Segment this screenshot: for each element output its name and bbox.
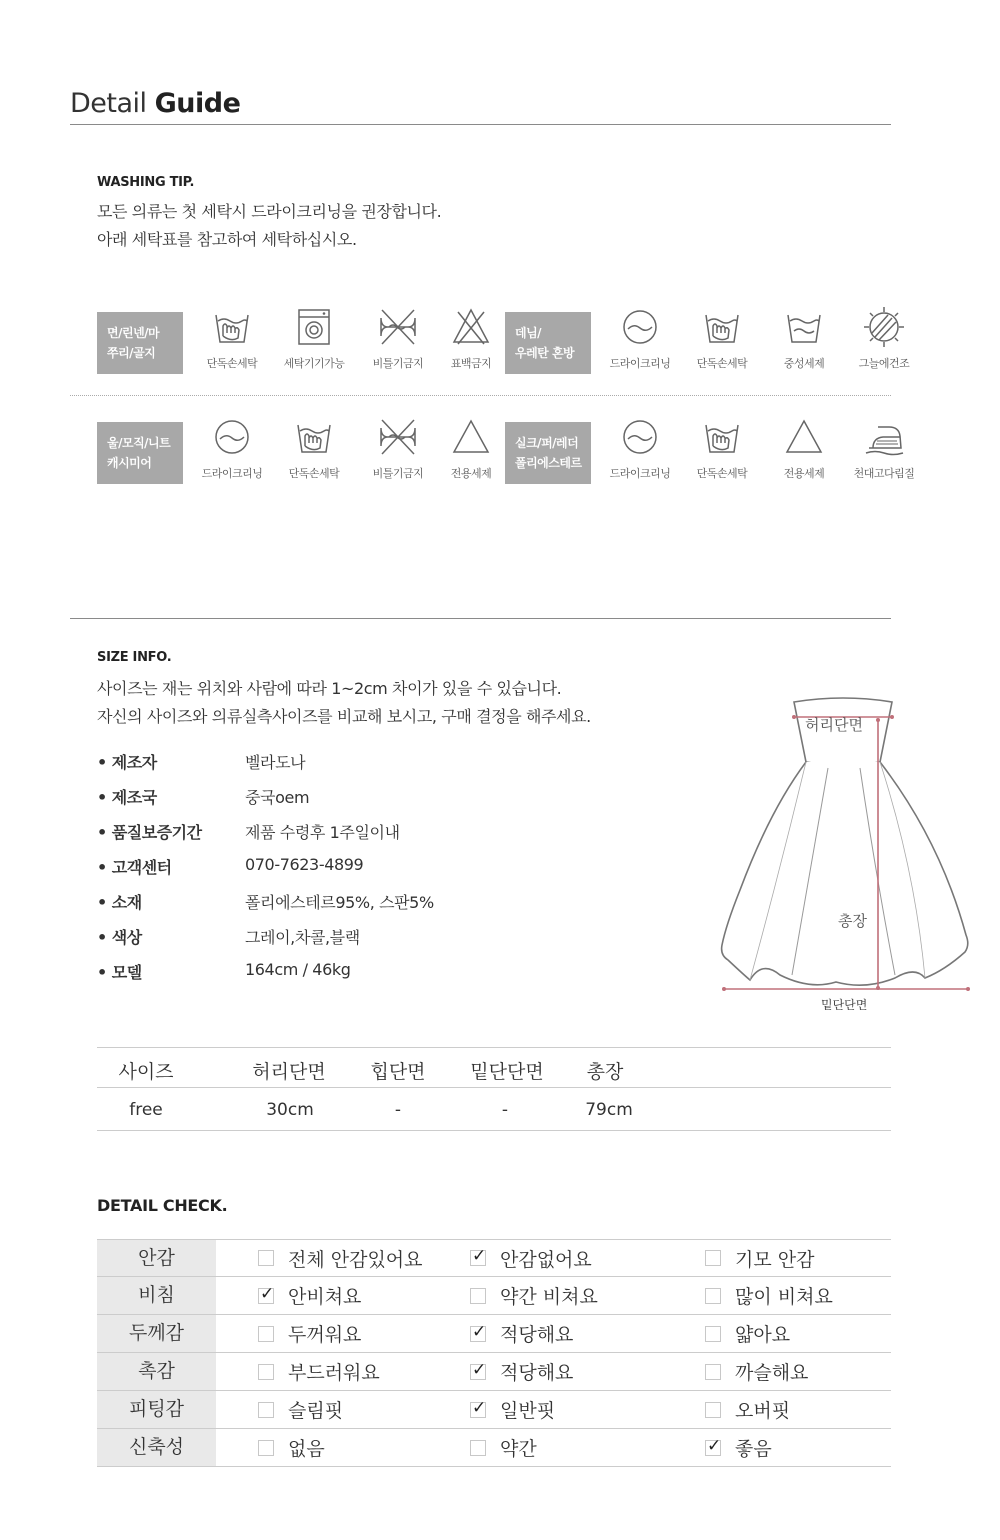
- wash-symbol: [843, 306, 925, 371]
- detail-check-option: [705, 1240, 814, 1276]
- detail-check-row: [97, 1315, 891, 1353]
- wash-symbol-label: 드라이크리닝: [609, 467, 671, 480]
- wash-symbol-label: 표백금지: [450, 357, 492, 370]
- size-table-cell: 79cm: [585, 1100, 633, 1120]
- no-wring-icon: [377, 306, 419, 348]
- size-table-row: [97, 1088, 891, 1131]
- spec-row: [97, 855, 657, 890]
- size-table-header-cell: 밑단단면: [470, 1061, 544, 1083]
- wash-symbol-label: 비틀기금지: [372, 467, 424, 480]
- wash-category-line: 울/모직/니트: [107, 436, 171, 450]
- checkbox-icon: [705, 1326, 721, 1342]
- no-wring-icon: [377, 416, 419, 458]
- spec-value: 제품 수령후 1주일이내: [245, 823, 400, 842]
- wash-symbol: [763, 416, 845, 481]
- detail-check-option-label: 약간: [500, 1438, 537, 1460]
- detail-check-row: [97, 1239, 891, 1277]
- detail-check-option-label: 일반핏: [500, 1400, 556, 1422]
- machine-wash-icon: [293, 306, 335, 348]
- washing-tip-line-2: 아래 세탁표를 참고하여 세탁하십시오.: [97, 230, 357, 249]
- spec-key-text: 제조자: [111, 753, 157, 772]
- spec-value: 070-7623-4899: [245, 855, 364, 874]
- detail-check-option-label: 안감없어요: [500, 1248, 592, 1271]
- detail-check-option-label: 두꺼워요: [288, 1324, 362, 1346]
- size-info-label: SIZE INFO.: [97, 650, 172, 665]
- wash-symbol-label: 단독손세탁: [696, 467, 748, 480]
- wash-category: [505, 312, 591, 374]
- wash-symbol-label: 단독손세탁: [696, 357, 748, 370]
- spec-value: 그레이,차콜,블랙: [245, 928, 360, 947]
- spec-value: 164cm / 46kg: [245, 960, 351, 979]
- checkbox-icon: [705, 1288, 721, 1304]
- wash-symbol-label: 단독손세탁: [206, 357, 258, 370]
- wash-symbol-label: 드라이크리닝: [201, 467, 263, 480]
- detail-check-option-label: 적당해요: [500, 1324, 574, 1346]
- detail-check-option: [470, 1353, 573, 1390]
- wash-symbol: [430, 306, 512, 371]
- checkbox-icon: [258, 1288, 274, 1304]
- spec-key-text: 모델: [111, 963, 142, 982]
- spec-row: [97, 785, 657, 820]
- size-table-cell: 30cm: [266, 1100, 314, 1120]
- page-title: Detail Guide: [70, 88, 241, 119]
- detail-check-option-label: 슬림핏: [288, 1400, 344, 1422]
- wash-category-line: 캐시미어: [107, 456, 152, 470]
- spec-key-text: 제조국: [111, 788, 157, 807]
- wash-symbol-label: 중성세제: [783, 357, 825, 370]
- spec-key-text: 색상: [111, 928, 142, 947]
- dotted-divider: [70, 395, 891, 396]
- hand-wash-icon: [293, 416, 335, 458]
- detail-check-option: [705, 1391, 790, 1428]
- dry-clean-icon: [619, 306, 661, 348]
- hand-wash-icon: [701, 306, 743, 348]
- hand-wash-icon: [211, 306, 253, 348]
- detail-check-row: [97, 1391, 891, 1429]
- special-detergent-icon: [783, 416, 825, 458]
- detail-check-row: [97, 1353, 891, 1391]
- spec-value: 폴리에스테르95%, 스판5%: [245, 893, 434, 912]
- detail-check-option: [470, 1277, 598, 1314]
- wash-symbol: [763, 306, 845, 371]
- detail-check-option-label: 부드러워요: [288, 1362, 380, 1384]
- wash-category: [97, 422, 183, 484]
- wash-category-line: 데님/: [515, 326, 542, 340]
- detail-check-option: [258, 1429, 325, 1466]
- detail-check-option-label: 적당해요: [500, 1362, 574, 1384]
- spec-key: • 고객센터: [97, 858, 172, 877]
- wash-symbol: [843, 416, 925, 481]
- wash-symbol-label: 전용세제: [783, 467, 825, 480]
- wash-symbol: [191, 416, 273, 481]
- spec-row: [97, 820, 657, 855]
- detail-check-option: [258, 1391, 343, 1428]
- spec-key-text: 품질보증기간: [111, 823, 202, 842]
- spec-row: [97, 960, 657, 995]
- detail-check-row: [97, 1429, 891, 1467]
- size-table-header: [97, 1047, 891, 1088]
- detail-check-option: [258, 1240, 423, 1276]
- size-table-header-cell: 사이즈: [118, 1061, 174, 1083]
- size-table-cell: free: [129, 1100, 163, 1120]
- detail-check-option-label: 전체 안감있어요: [288, 1248, 423, 1271]
- iron-cloth-icon: [863, 416, 905, 458]
- detail-check-category: 촉감: [97, 1353, 216, 1390]
- wash-symbol-label: 천대고다림질: [853, 467, 915, 480]
- wash-category-line: 쭈리/골지: [107, 346, 156, 360]
- spec-key: • 제조자: [97, 753, 157, 772]
- detail-check-category: 신축성: [97, 1429, 216, 1466]
- detail-check-option-label: 얇아요: [735, 1324, 791, 1346]
- size-table-header-cell: 총장: [586, 1061, 624, 1083]
- spec-row: [97, 925, 657, 960]
- divider: [70, 618, 891, 619]
- hand-wash-icon: [701, 416, 743, 458]
- detail-check-option-label: 많이 비쳐요: [735, 1286, 833, 1308]
- wash-symbol-label: 단독손세탁: [288, 467, 340, 480]
- wash-category: [505, 422, 591, 484]
- checkbox-icon: [705, 1402, 721, 1418]
- spec-key: • 소재: [97, 893, 142, 912]
- wash-symbol-label: 전용세제: [450, 467, 492, 480]
- wash-symbol: [357, 306, 439, 371]
- wash-category: [97, 312, 183, 374]
- waist-label: 허리단면: [805, 716, 863, 734]
- washing-tip-line-1: 모든 의류는 첫 세탁시 드라이크리닝을 권장합니다.: [97, 202, 442, 221]
- checkbox-icon: [258, 1402, 274, 1418]
- detail-check-option-label: 까슬해요: [735, 1362, 809, 1384]
- detail-check-option: [470, 1391, 555, 1428]
- wash-category-line: 면/린넨/마: [107, 326, 160, 340]
- spec-key: • 제조국: [97, 788, 157, 807]
- wash-symbol: [357, 416, 439, 481]
- detail-check-row: [97, 1277, 891, 1315]
- spec-key: • 색상: [97, 928, 142, 947]
- spec-key-text: 고객센터: [111, 858, 172, 877]
- spec-key: • 모델: [97, 963, 142, 982]
- wash-symbol: [273, 306, 355, 371]
- detail-check-option-label: 좋음: [735, 1438, 772, 1460]
- wash-symbol: [599, 306, 681, 371]
- dry-clean-icon: [211, 416, 253, 458]
- detail-check-category: 비침: [97, 1277, 216, 1314]
- detail-check-table: [97, 1239, 891, 1467]
- spec-value: 중국oem: [245, 788, 310, 807]
- wash-symbol: [191, 306, 273, 371]
- checkbox-icon: [470, 1288, 486, 1304]
- wash-symbol-label: 비틀기금지: [372, 357, 424, 370]
- detail-check-option-label: 안비쳐요: [288, 1286, 362, 1308]
- wash-symbol-label: 그늘에건조: [858, 357, 910, 370]
- checkbox-icon: [258, 1326, 274, 1342]
- hem-label: 밑단단면: [821, 998, 868, 1012]
- checkbox-icon: [705, 1364, 721, 1380]
- checkbox-icon: [258, 1364, 274, 1380]
- detail-check-option: [258, 1353, 380, 1390]
- checkbox-icon: [470, 1326, 486, 1342]
- checkbox-icon: [470, 1440, 486, 1456]
- detail-check-option-label: 없음: [288, 1438, 325, 1460]
- skirt-diagram: [710, 690, 980, 1020]
- spec-key: • 품질보증기간: [97, 823, 202, 842]
- wash-symbol: [681, 416, 763, 481]
- washing-tip-label: WASHING TIP.: [97, 175, 195, 190]
- size-table-header-cell: 힙단면: [370, 1061, 426, 1083]
- length-label: 총장: [838, 912, 867, 930]
- checkbox-icon: [705, 1250, 721, 1266]
- detail-check-label: DETAIL CHECK.: [97, 1196, 228, 1215]
- shade-dry-icon: [863, 306, 905, 348]
- size-table-header-cell: 허리단면: [252, 1061, 326, 1083]
- detail-check-category: 안감: [97, 1240, 216, 1276]
- divider: [70, 124, 891, 125]
- detail-check-option: [470, 1429, 537, 1466]
- neutral-detergent-icon: [783, 306, 825, 348]
- special-detergent-icon: [450, 416, 492, 458]
- wash-category-line: 폴리에스테르: [515, 456, 582, 470]
- wash-symbol: [273, 416, 355, 481]
- checkbox-icon: [470, 1250, 486, 1266]
- size-table-cell: -: [501, 1100, 509, 1120]
- checkbox-icon: [705, 1440, 721, 1456]
- spec-row: [97, 890, 657, 925]
- wash-symbol: [599, 416, 681, 481]
- detail-check-option-label: 기모 안감: [735, 1248, 815, 1271]
- dry-clean-icon: [619, 416, 661, 458]
- detail-check-option: [705, 1277, 833, 1314]
- size-table-cell: -: [394, 1100, 402, 1120]
- detail-check-category: 두께감: [97, 1315, 216, 1352]
- detail-check-option-label: 오버핏: [735, 1400, 791, 1422]
- size-note-line-2: 자신의 사이즈와 의류실측사이즈를 비교해 보시고, 구매 결정을 해주세요.: [97, 707, 591, 726]
- checkbox-icon: [258, 1440, 274, 1456]
- wash-symbol: [681, 306, 763, 371]
- checkbox-icon: [470, 1364, 486, 1380]
- checkbox-icon: [470, 1402, 486, 1418]
- wash-category-line: 실크/퍼/레더: [515, 436, 579, 450]
- detail-check-option-label: 약간 비쳐요: [500, 1286, 598, 1308]
- detail-check-option: [258, 1315, 361, 1352]
- detail-check-option: [705, 1353, 808, 1390]
- detail-check-option: [705, 1315, 790, 1352]
- detail-check-option: [705, 1429, 772, 1466]
- no-bleach-icon: [450, 306, 492, 348]
- spec-key-text: 소재: [111, 893, 142, 912]
- wash-symbol: [430, 416, 512, 481]
- detail-check-option: [258, 1277, 361, 1314]
- wash-symbol-label: 세탁기기가능: [283, 357, 345, 370]
- size-table: [97, 1047, 891, 1131]
- detail-check-option: [470, 1240, 592, 1276]
- spec-value: 벨라도나: [245, 753, 306, 772]
- spec-row: [97, 750, 657, 785]
- wash-category-line: 우레탄 혼방: [515, 346, 575, 360]
- wash-symbol-label: 드라이크리닝: [609, 357, 671, 370]
- detail-check-option: [470, 1315, 573, 1352]
- size-note-line-1: 사이즈는 재는 위치와 사람에 따라 1~2cm 차이가 있을 수 있습니다.: [97, 679, 562, 698]
- checkbox-icon: [258, 1250, 274, 1266]
- detail-check-category: 피팅감: [97, 1391, 216, 1428]
